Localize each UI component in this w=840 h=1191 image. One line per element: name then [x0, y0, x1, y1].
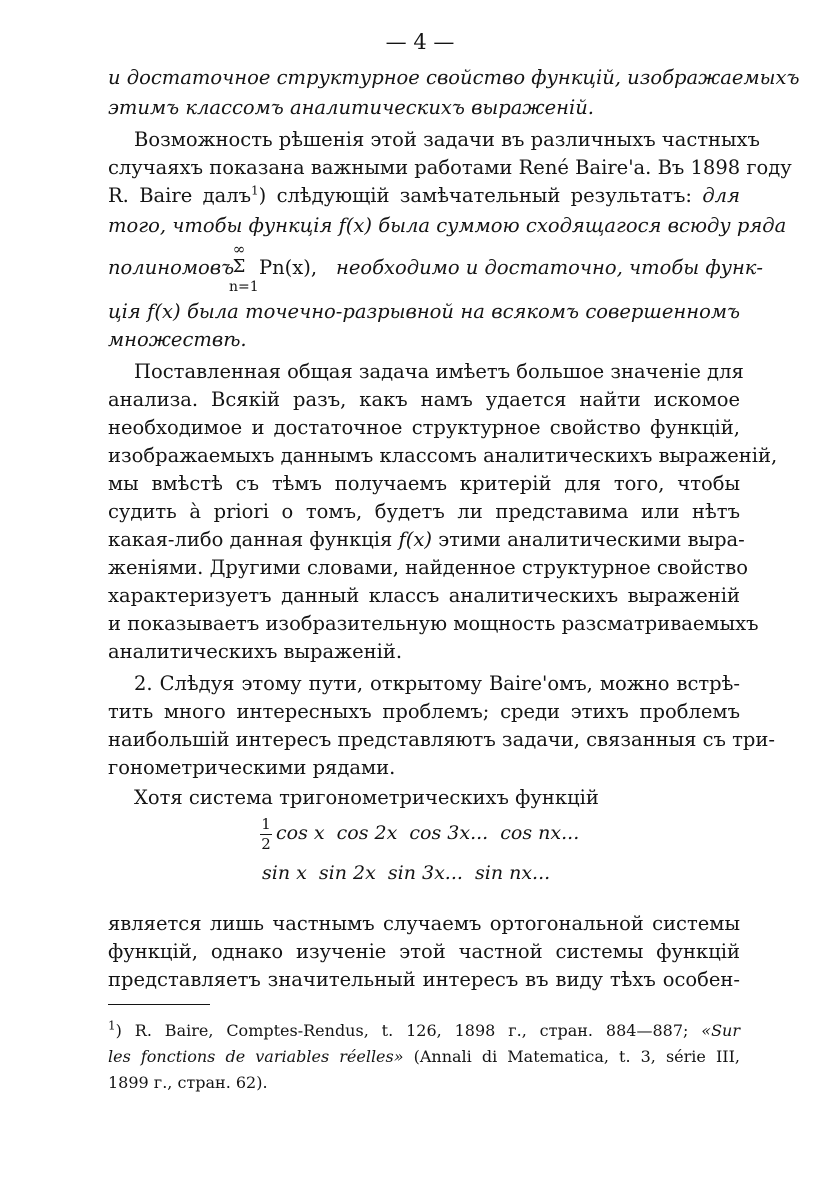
- footnote-rule: [108, 1004, 210, 1005]
- footnote-line2: [108, 1044, 740, 1069]
- para2-line4: того, чтобы функція f(x) была суммою сходящагося всюду ряда: [108, 214, 787, 237]
- sum-operator: [229, 240, 259, 295]
- para6-line3: представляетъ значительный интересъ въ виду тѣхъ особен-: [108, 968, 740, 991]
- para6-line2: функцій, однако изученіе этой частной системы функцій: [108, 940, 740, 963]
- para2-line1: Возможность рѣшенія этой задачи въ различныхъ частныхъ: [134, 128, 760, 151]
- sum-upper-limit: ∞: [232, 240, 246, 258]
- footnote-line1: [108, 1018, 740, 1043]
- cosine-row: cos x cos 2x cos 3x... cos nx...: [276, 822, 580, 844]
- footnote-citation: ) R. Baire, Comptes-Rendus, t. 126, 1898 г., стран. 884—887;: [115, 1021, 689, 1040]
- sine-row: sin x sin 2x sin 3x... sin nx...: [262, 862, 551, 884]
- polynomials-word: полиномовъ: [108, 256, 235, 279]
- fraction-denominator: 2: [261, 835, 271, 853]
- para2-line2: случаяхъ показана важными работами René Baire'a. Въ 1898 году: [108, 156, 792, 179]
- para3-line8: женіями. Другими словами, найденное структурное свойство: [108, 556, 748, 579]
- para3-line4: изображаемыхъ даннымъ классомъ аналитическихъ выраженій,: [108, 444, 778, 467]
- para3-line9: характеризуетъ данный классъ аналитическихъ выраженій: [108, 584, 740, 607]
- result-label: ) слѣдующій замѣчательный результатъ:: [258, 184, 692, 207]
- para2-line7: множествѣ.: [108, 328, 247, 351]
- footnote-line3: 1899 г., стран. 62).: [108, 1073, 268, 1092]
- para3-line2: анализа. Всякій разъ, какъ намъ удается найти искомое: [108, 388, 740, 411]
- condition-text: необходимо и достаточно, чтобы функ-: [336, 256, 764, 279]
- para4-line2: тить много интересныхъ проблемъ; среди этихъ проблемъ: [108, 700, 740, 723]
- sum-sign: Σ: [232, 256, 246, 277]
- sum-lower-limit: n=1: [229, 279, 259, 295]
- fraction-numerator: 1: [261, 815, 271, 833]
- footnote-title-start: «Sur: [701, 1021, 740, 1040]
- para1-line2: этимъ классомъ аналитическихъ выраженій.: [108, 96, 594, 119]
- page-number: — 4 —: [385, 30, 455, 54]
- para4-line1: 2. Слѣдуя этому пути, открытому Baire'омъ, можно встрѣ-: [134, 672, 740, 695]
- para4-line4: гонометрическими рядами.: [108, 756, 396, 779]
- function-phrase: какая-либо данная функція: [108, 528, 393, 551]
- footnote-ref: 1: [251, 183, 259, 198]
- para3-line3: необходимое и достаточное структурное свойство функцій,: [108, 416, 740, 439]
- polynomial-term: Pn(x),: [259, 256, 318, 279]
- para2-line3: [108, 182, 740, 210]
- para3-line1: Поставленная общая задача имѣетъ большое значеніе для: [134, 360, 744, 383]
- footnote-title: les fonctions de variables réelles»: [108, 1047, 404, 1066]
- para5-line1: Хотя система тригонометрическихъ функцій: [134, 786, 599, 809]
- expressions-phrase: этими аналитическими выра-: [438, 528, 745, 551]
- para3-line5: мы вмѣстѣ съ тѣмъ получаемъ критерій для того, чтобы: [108, 472, 740, 495]
- one-half-fraction: [259, 816, 273, 853]
- para3-line10: и показываетъ изобразительную мощность разсматриваемыхъ: [108, 612, 759, 635]
- para6-line1: является лишь частнымъ случаемъ ортогональной системы: [108, 912, 740, 935]
- para4-line3: наибольшій интересъ представляютъ задачи, связанныя съ три-: [108, 728, 775, 751]
- para1-line1: и достаточное структурное свойство функцій, изображаемыхъ: [108, 66, 800, 89]
- baire-result-intro: R. Baire далъ: [108, 184, 252, 207]
- para3-line6: судить à priori о томъ, будетъ ли представима или нѣтъ: [108, 500, 740, 523]
- footnote-marker: 1: [108, 1018, 116, 1033]
- para3-line11: аналитическихъ выраженій.: [108, 640, 403, 663]
- series-line: [108, 240, 764, 298]
- para3-line7: [108, 526, 745, 554]
- footnote-journal: (Annali di Matematica, t. 3, série III,: [413, 1047, 740, 1066]
- para2-line6: ція f(x) была точечно-разрывной на всякомъ совершенномъ: [108, 300, 740, 323]
- fx-symbol: f(x): [398, 528, 432, 551]
- theorem-start: для: [702, 184, 740, 207]
